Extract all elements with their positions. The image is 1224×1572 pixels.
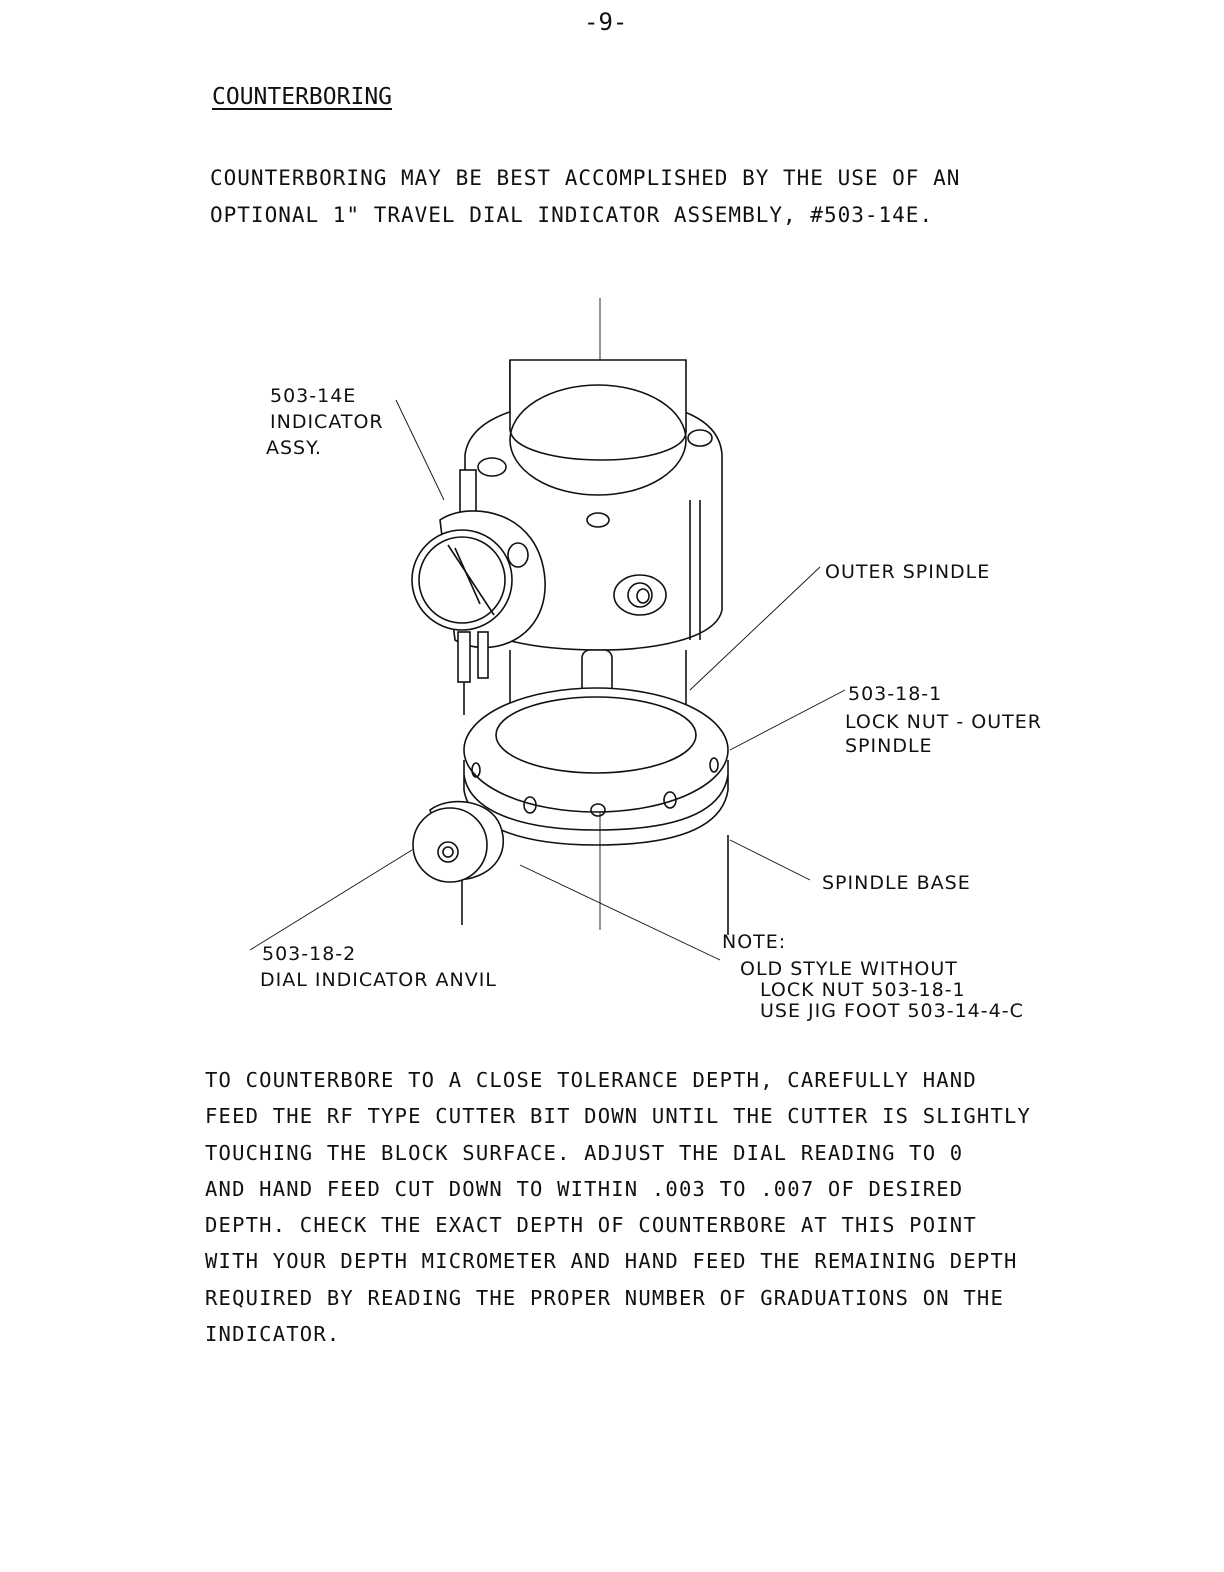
leader-indicator-assy xyxy=(396,400,444,500)
label-lock-nut-suffix: SPINDLE xyxy=(845,735,933,757)
leader-note xyxy=(520,865,720,960)
label-note-line2: LOCK NUT 503-18-1 xyxy=(760,979,966,1001)
label-lock-nut-part: 503-18-1 xyxy=(848,683,943,705)
label-spindle-base: SPINDLE BASE xyxy=(822,872,971,894)
leader-spindle-base xyxy=(730,840,810,880)
intro-paragraph: COUNTERBORING MAY BE BEST ACCOMPLISHED BY THE USE OF AN OPTIONAL 1" TRAVEL DIAL INDICATOR ASSEMBLY, #503-14E. xyxy=(210,166,961,227)
dial-indicator-anvil xyxy=(413,802,503,882)
label-note-title: NOTE: xyxy=(722,931,787,953)
label-indicator-assy-name: INDICATOR xyxy=(270,411,384,433)
lock-nut-ring xyxy=(464,688,728,845)
label-lock-nut-name: LOCK NUT - OUTER xyxy=(845,711,1042,733)
label-outer-spindle: OUTER SPINDLE xyxy=(825,561,991,583)
leader-lock-nut xyxy=(730,690,845,750)
page-number: -9- xyxy=(584,8,628,36)
label-note-line1: OLD STYLE WITHOUT xyxy=(740,958,958,980)
label-anvil-part: 503-18-2 xyxy=(262,943,357,965)
label-indicator-assy-suffix: ASSY. xyxy=(266,437,322,459)
body-paragraph: TO COUNTERBORE TO A CLOSE TOLERANCE DEPTH, CAREFULLY HAND FEED THE RF TYPE CUTTER BIT DOWN UNTIL THE CUTTER IS SLIGHTLY TOUCHING THE BLOCK SURFACE. ADJUST THE DIAL READING TO 0 AND HAND FEED CUT DOWN TO WITHIN .003 TO .007 OF DESIRED DEPTH. CHECK THE EXACT DEPTH OF COUNTERBORE AT THIS POINT WITH YOUR DEPTH MICROMETER AND HAND FEED THE REMAINING DEPTH REQUIRED BY READING THE PROPER NUMBER OF GRADUATIONS ON THE INDICATOR. xyxy=(205,1068,1032,1347)
label-indicator-assy-part: 503-14E xyxy=(270,385,357,407)
label-anvil-name: DIAL INDICATOR ANVIL xyxy=(260,969,497,991)
section-heading: COUNTERBORING xyxy=(212,84,393,110)
leader-anvil xyxy=(250,850,412,950)
label-note-line3: USE JIG FOOT 503-14-4-C xyxy=(760,1000,1024,1022)
